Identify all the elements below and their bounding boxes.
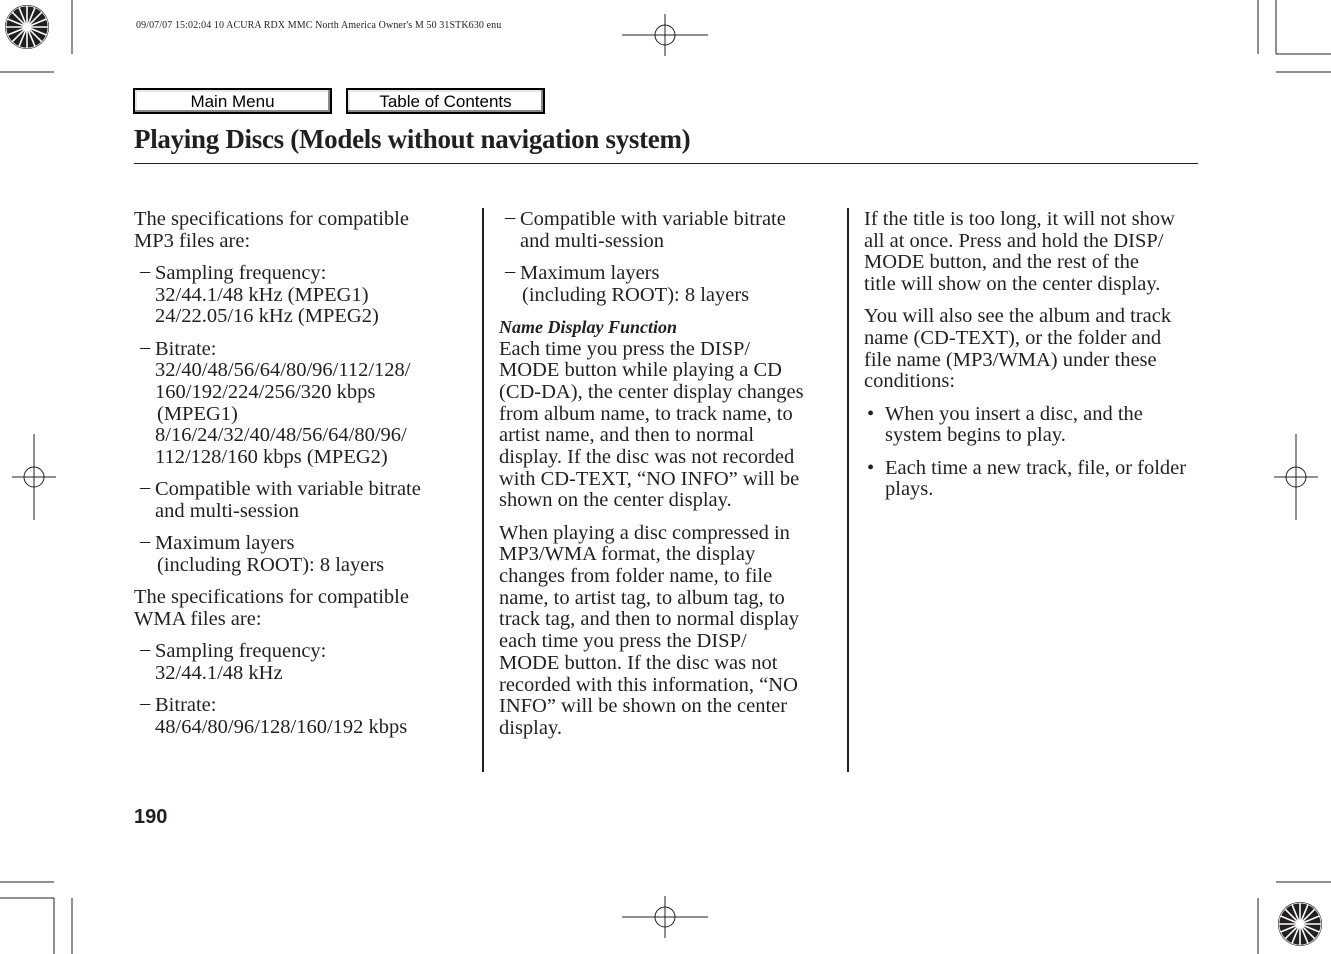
page-title: Playing Discs (Models without navigation system)	[134, 124, 691, 154]
page-number: 190	[134, 806, 168, 828]
column-divider-2	[847, 208, 849, 772]
mp3-display-paragraph: When playing a disc compressed in MP3/WMA format, the display changes from folder name, to file name, to artist tag, to album tag, to track tag, and then to normal display each time you press the DISP/ MODE button. If the disc was not recorded with this information, “NO INFO” will be shown on the center display.	[499, 521, 800, 739]
condition-new-track: • Each time a new track, file, or folder plays.	[867, 456, 1187, 501]
mp3-spec-vbr: – Compatible with variable bitrate and multi-session	[140, 476, 421, 522]
column-divider-1	[482, 208, 484, 772]
wma-spec-sampling: – Sampling frequency: 32/44.1/48 kHz	[140, 637, 327, 684]
column-2	[499, 206, 839, 750]
condition-insert-disc: • When you insert a disc, and the system begins to play.	[867, 402, 1143, 447]
wma-spec-layers: – Maximum layers (including ROOT): 8 layers	[505, 259, 750, 306]
title-divider	[134, 163, 1198, 164]
wma-spec-bitrate: – Bitrate: 48/64/80/96/128/160/192 kbps	[140, 691, 408, 738]
mp3-spec-bitrate: – Bitrate: 32/40/48/56/64/80/96/112/128/ 160/192/224/256/320 kbps (MPEG1) 8/16/24/32/40/48/56/64/80/96/ 112/128/160 kbps (MPEG2)	[140, 335, 411, 469]
wma-spec-vbr: – Compatible with variable bitrate and multi-session	[505, 206, 786, 252]
table-of-contents-button[interactable]: Table of Contents	[346, 88, 545, 114]
main-menu-button[interactable]: Main Menu	[133, 88, 332, 114]
wma-intro: The specifications for compatible WMA files are:	[134, 586, 409, 630]
column-3	[864, 209, 1204, 511]
print-slug: 09/07/07 15:02:04 10 ACURA RDX MMC North America Owner's M 50 31STK630 enu	[136, 20, 502, 31]
cd-display-paragraph: Each time you press the DISP/ MODE button while playing a CD (CD-DA), the center display changes from album name, to track name, to artist name, and then to normal display. If the disc was not recorded with CD-TEXT, “NO INFO” will be shown on the center display.	[499, 337, 804, 512]
mp3-intro: The specifications for compatible MP3 files are:	[134, 208, 409, 252]
mp3-spec-sampling: – Sampling frequency: 32/44.1/48 kHz (MPEG1) 24/22.05/16 kHz (MPEG2)	[140, 259, 379, 328]
column-1	[134, 209, 474, 749]
album-track-paragraph: You will also see the album and track name (CD-TEXT), or the folder and file name (MP3/WMA) under these conditions:	[864, 305, 1172, 393]
mp3-spec-layers: – Maximum layers (including ROOT): 8 layers	[140, 530, 385, 576]
section-heading-name-display: Name Display Function	[499, 316, 678, 337]
long-title-paragraph: If the title is too long, it will not show all at once. Press and hold the DISP/ MODE button, and the rest of the title will show on the center display.	[864, 208, 1175, 296]
